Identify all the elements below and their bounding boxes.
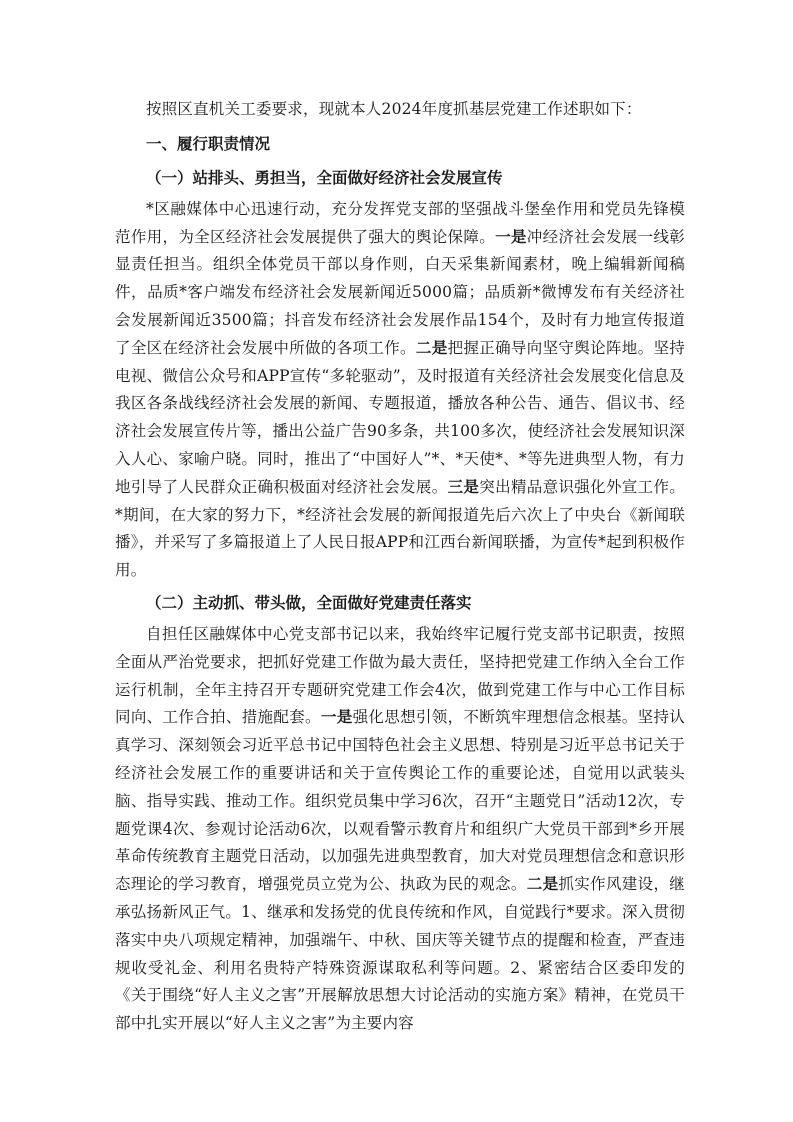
body-paragraph-1 [115,196,685,585]
paragraph-text: 冲经济社会发展一线彰显责任担当。组织全体党员干部以身作则，白天采集新闻素材，晚上编辑新闻稿件，品质*客户端发布经济社会发展新闻近5000篇；品质新*微博发布有关经济社会发展新闻近3500篇；抖音发布经济社会发展作品154个，及时有力地宣传报道了全区在经济社会发展中所做的各项工作。 [115,227,685,357]
subsection-heading-2: （二）主动抓、带头做，全面做好党建责任落实 [146,593,472,612]
subsection-heading-1: （一）站排头、勇担当，全面做好经济社会发展宣传 [146,168,503,187]
lead-phrase: 二是 [526,875,559,894]
paragraph-text: 自担任区融媒体中心党支部书记以来，我始终牢记履行党支部书记职责，按照全面从严治党要求，把抓好党建工作做为最大责任，坚持把党建工作纳入全台工作运行机制，全年主持召开专题研究党建工作会4次，做到党建工作与中心工作目标同向、工作合拍、措施配套。 [115,624,685,727]
paragraph-text: 突出精品意识强化外宣工作。*期间，在大家的努力下，*经济社会发展的新闻报道先后六次上了中央台《新闻联播》，并采写了多篇报道上了人民日报APP和江西台新闻联播，为宣传*起到积极作用。 [115,477,686,580]
paragraph-text: *区融媒体中心迅速行动，充分发挥党支部的坚强战斗堡垒作用和党员先锋模范作用，为全区经济社会发展提供了强大的舆论保障。 [115,199,685,246]
paragraph-text: 强化思想引领，不断筑牢理想信念根基。坚持认真学习、深刻领会习近平总书记中国特色社会主义思想、特别是习近平总书记关于经济社会发展工作的重要讲话和关于宣传舆论工作的重要论述，自觉用以武装头脑、指导实践、推动工作。组织党员集中学习6次，召开“主题党日”活动12次，专题党课4次、参观讨论活动6次，以观看警示教育片和组织广大党员干部到*乡开展革命传统教育主题党日活动，以加强先进典型教育，加大对党员理想信念和意识形态理论的学习教育，增强党员立党为公、执政为民的观念。 [115,708,686,894]
lead-phrase: 一是 [495,227,527,246]
document-page [115,96,685,1038]
intro-paragraph: 按照区直机关工委要求，现就本人2024年度抓基层党建工作述职如下： [146,100,642,118]
paragraph-text: 把握正确导向坚守舆论阵地。坚持电视、微信公众号和APP宣传“多轮驱动”，及时报道有关经济社会发展变化信息及我区各条战线经济社会发展的新闻、专题报道，播放各种公告、通告、倡议书、经济社会发展宣传片等，播出公益广告90多条，共100多次，使经济社会发展知识深入人心、家喻户晓。同时，推出了“中国好人”*、*天使*、*等先进典型人物，有力地引导了人民群众正确积极面对经济社会发展。 [115,338,685,496]
lead-phrase: 一是 [320,708,353,727]
paragraph-text: 抓实作风建设，继承弘扬新风正气。1、继承和发扬党的优良传统和作风，自觉践行*要求。深入贯彻落实中央八项规定精神，加强端午、中秋、国庆等关键节点的提醒和检查，严查违规收受礼金、利用名贵特产特殊资源谋取私利等问题。2、紧密结合区委印发的《关于围绕“好人主义之害”开展解放思想大讨论活动的实施方案》精神，在党员干部中扎实开展以“好人主义之害”为主要内容 [115,875,686,1033]
body-paragraph-2 [115,621,685,1038]
lead-phrase: 三是 [447,477,480,496]
lead-phrase: 二是 [415,338,448,357]
section-heading: 一、履行职责情况 [146,134,271,153]
